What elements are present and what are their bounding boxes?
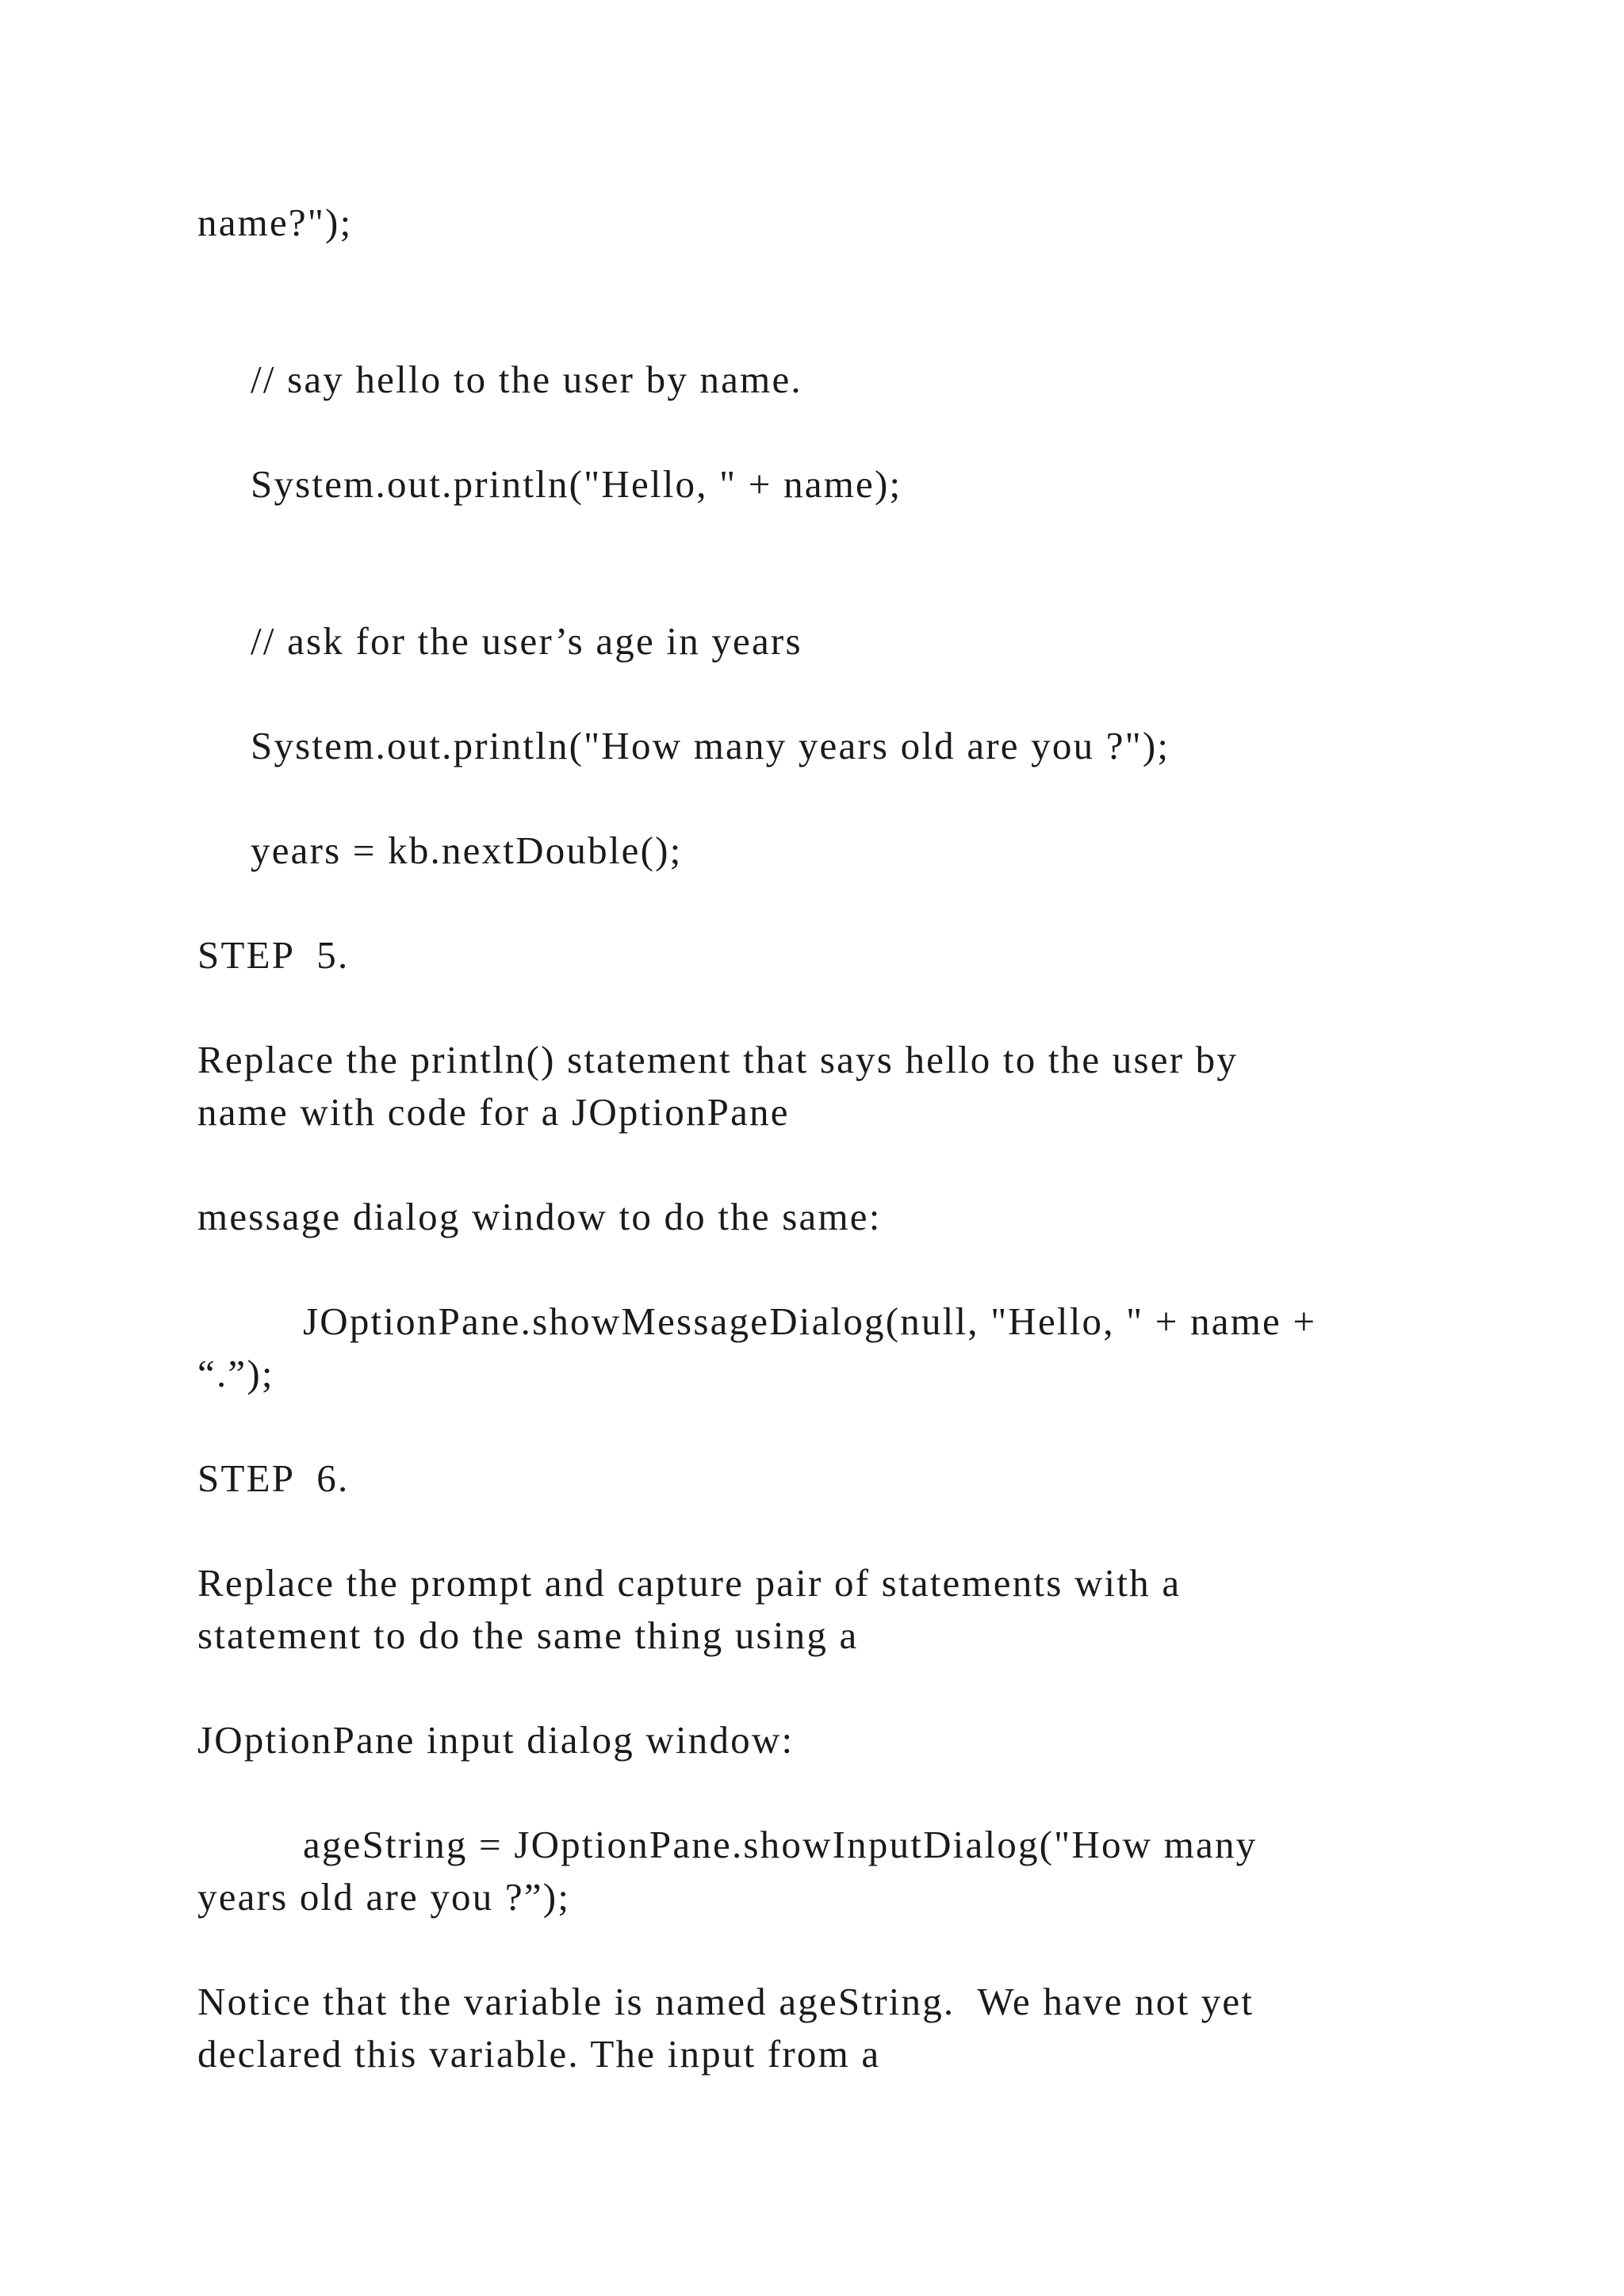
paragraph-step6-line3: JOptionPane input dialog window: xyxy=(197,1718,795,1762)
paragraph-step5-line3: message dialog window to do the same: xyxy=(197,1195,882,1238)
code-comment-say-hello: // say hello to the user by name. xyxy=(251,358,802,401)
paragraph-step6-line2: statement to do the same thing using a xyxy=(197,1613,859,1657)
step-6-heading: STEP 6. xyxy=(197,1456,350,1500)
step-5-heading: STEP 5. xyxy=(197,933,350,977)
paragraph-step6-line1: Replace the prompt and capture pair of statements with a xyxy=(197,1561,1182,1605)
code-line-show-input-end: years old are you ?”); xyxy=(197,1875,571,1919)
code-line-println-age: System.out.println("How many years old are you ?"); xyxy=(251,724,1170,767)
paragraph-notice-line1: Notice that the variable is named ageString. We have not yet xyxy=(197,1980,1254,2023)
code-comment-ask-age: // ask for the user’s age in years xyxy=(251,619,802,663)
code-line-show-input: ageString = JOptionPane.showInputDialog("How many xyxy=(303,1823,1258,1866)
paragraph-step5-line2: name with code for a JOptionPane xyxy=(197,1090,790,1134)
paragraph-step5-line1: Replace the println() statement that says hello to the user by xyxy=(197,1038,1239,1081)
code-line-show-message-end: “.”); xyxy=(197,1352,274,1395)
paragraph-notice-line2: declared this variable. The input from a xyxy=(197,2032,881,2076)
code-line-println-hello: System.out.println("Hello, " + name); xyxy=(251,462,902,506)
code-line-show-message: JOptionPane.showMessageDialog(null, "Hello, " + name + xyxy=(303,1299,1317,1343)
code-line-next-double: years = kb.nextDouble(); xyxy=(251,828,683,872)
code-line-name-prompt-end: name?"); xyxy=(197,201,353,244)
